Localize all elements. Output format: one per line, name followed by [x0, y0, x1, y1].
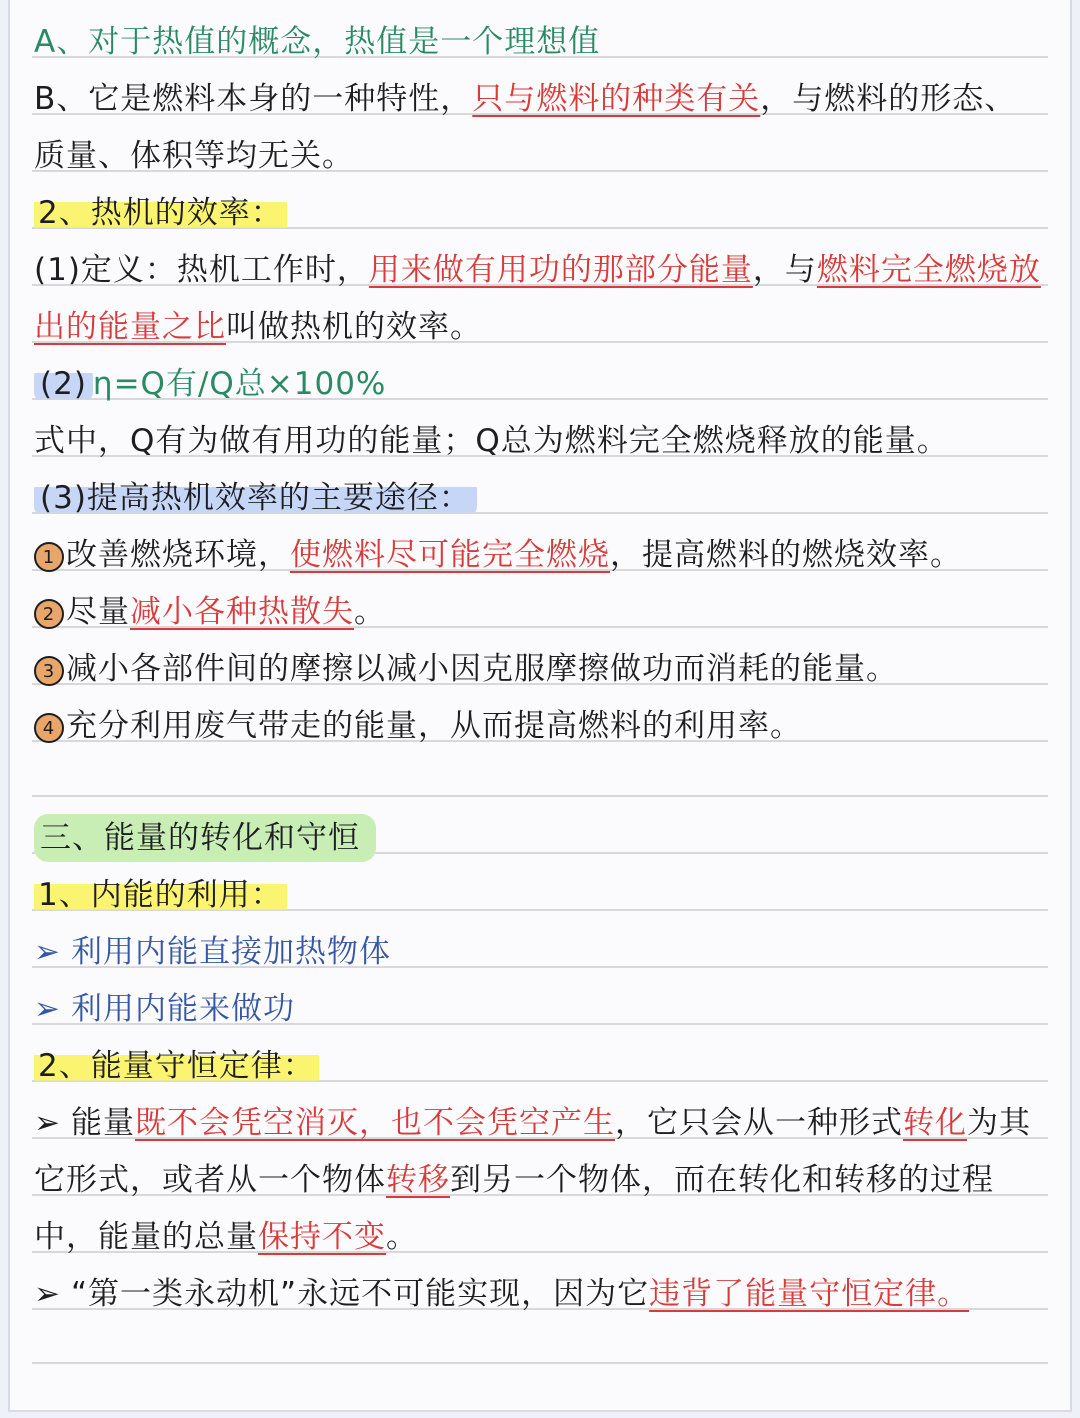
arrow-bullet-icon: ➢	[34, 934, 61, 970]
item-label: (2)	[34, 366, 93, 402]
text: 充分利用废气带走的能量，从而提高燃料的利用率。	[66, 708, 802, 744]
note-line	[34, 641, 1054, 697]
note-line	[34, 1095, 1054, 1151]
note-line	[34, 356, 1054, 412]
text: 为其	[966, 1105, 1031, 1141]
ruled-line	[32, 795, 1048, 797]
text: B、它是燃料本身的一种特性，	[34, 81, 473, 117]
note-line	[34, 299, 1054, 355]
text: 改善燃烧环境，	[66, 537, 290, 573]
note-line	[34, 128, 1054, 184]
section-heading: (3)提高热机效率的主要途径：	[34, 480, 477, 516]
heat-value-concept: A、对于热值的概念，热值是一个理想值	[34, 24, 601, 60]
text: 叫做热机的效率。	[226, 309, 482, 345]
note-line	[34, 584, 1054, 640]
circled-number-icon: 2	[34, 599, 64, 629]
red-underlined-text: 燃料完全燃烧放	[816, 252, 1041, 288]
text: 到另一个物体，而在转化和转移的过程	[450, 1162, 994, 1198]
chapter-heading: 三、能量的转化和守恒	[34, 814, 376, 862]
note-line	[34, 1209, 1054, 1265]
red-underlined-text: 既不会凭空消灭，也不会凭空产生	[134, 1105, 615, 1141]
text: ，与	[752, 252, 817, 288]
note-line	[34, 14, 1054, 70]
text: ，它只会从一种形式	[614, 1105, 903, 1141]
red-underlined-text: 只与燃料的种类有关	[472, 81, 761, 117]
ruled-line	[32, 1362, 1048, 1364]
circled-number-icon: 4	[34, 713, 64, 743]
note-line	[34, 1038, 1054, 1094]
text: ，与燃料的形态、	[760, 81, 1017, 117]
circled-number-icon: 1	[34, 542, 64, 572]
text: 。	[386, 1219, 418, 1255]
notebook-page	[8, 0, 1072, 1412]
red-underlined-text: 出的能量之比	[34, 309, 226, 345]
red-underlined-text: 减小各种热散失	[130, 594, 354, 630]
red-underlined-text: 转移	[386, 1162, 450, 1198]
text: 减小各部件间的摩擦以减小因克服摩擦做功而消耗的能量。	[66, 651, 898, 687]
note-line	[34, 185, 1054, 241]
text: 利用内能来做功	[70, 991, 295, 1027]
efficiency-formula: η=Q有/Q总×100%	[92, 366, 387, 402]
note-line	[34, 698, 1054, 754]
text: (1)定义：热机工作时，	[34, 252, 369, 288]
note-line	[34, 527, 1054, 583]
arrow-bullet-icon: ➢	[34, 991, 61, 1027]
note-line	[34, 470, 1054, 526]
note-line	[34, 71, 1054, 127]
note-line	[34, 810, 1054, 866]
note-line	[34, 924, 1054, 980]
text: 中，能量的总量	[34, 1219, 258, 1255]
arrow-bullet-icon: ➢	[34, 1105, 61, 1141]
note-line	[34, 413, 1054, 469]
note-line	[34, 242, 1054, 298]
text: 利用内能直接加热物体	[70, 934, 391, 970]
text: “第一类永动机”永远不可能实现，因为它	[70, 1276, 650, 1312]
red-underlined-text: 违背了能量守恒定律。	[649, 1276, 970, 1312]
red-underlined-text: 保持不变	[258, 1219, 386, 1255]
text: 质量、体积等均无关。	[34, 138, 354, 174]
red-underlined-text: 用来做有用功的那部分能量	[368, 252, 753, 288]
note-line	[34, 1266, 1054, 1322]
section-heading: 2、能量守恒定律：	[34, 1048, 319, 1084]
text: 尽量	[66, 594, 130, 630]
circled-number-icon: 3	[34, 656, 64, 686]
section-heading: 2、热机的效率：	[34, 195, 287, 231]
note-line	[34, 867, 1054, 923]
text: 式中，Q有为做有用功的能量；Q总为燃料完全燃烧释放的能量。	[34, 423, 949, 459]
red-underlined-text: 转化	[902, 1105, 967, 1141]
note-line	[34, 1152, 1054, 1208]
section-heading: 1、内能的利用：	[34, 877, 287, 913]
text: 它形式，或者从一个物体	[34, 1162, 386, 1198]
text: ，提高燃料的燃烧效率。	[610, 537, 962, 573]
text: 能量	[70, 1105, 135, 1141]
text: 。	[354, 594, 386, 630]
arrow-bullet-icon: ➢	[34, 1276, 61, 1312]
red-underlined-text: 使燃料尽可能完全燃烧	[290, 537, 610, 573]
note-line	[34, 981, 1054, 1037]
